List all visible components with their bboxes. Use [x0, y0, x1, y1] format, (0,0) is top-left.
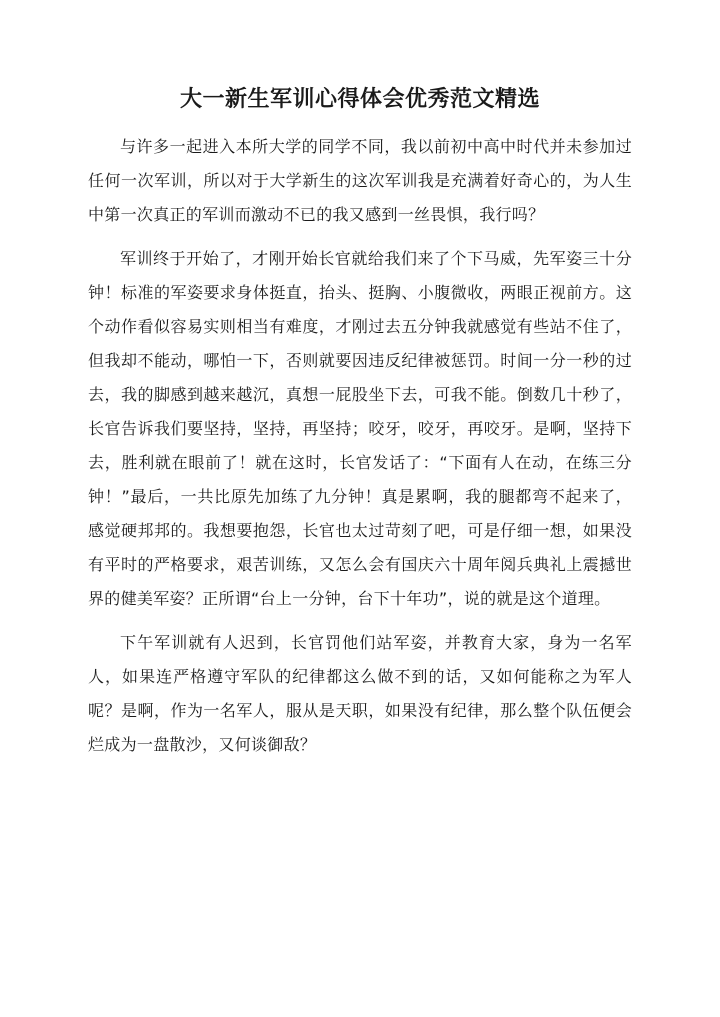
paragraph-2: 军训终于开始了，才刚开始长官就给我们来了个下马威，先军姿三十分钟！标准的军姿要求身体挺直，抬头、挺胸、小腹微收，两眼正视前方。这个动作看似容易实则相当有难度，才刚过去五分钟我就感觉有些站不住了，但我却不能动，哪怕一下，否则就要因违反纪律被惩罚。时间一分一秒的过去，我的脚感到越来越沉，真想一屁股坐下去，可我不能。倒数几十秒了，长官告诉我们要坚持，坚持，再坚持；咬牙，咬牙，再咬牙。是啊，坚持下去，胜利就在眼前了！就在这时，长官发话了：“下面有人在动，在练三分钟！”最后，一共比原先加练了九分钟！真是累啊，我的腿都弯不起来了，感觉硬邦邦的。我想要抱怨，长官也太过苛刻了吧，可是仔细一想，如果没有平时的严格要求，艰苦训练，又怎么会有国庆六十周年阅兵典礼上震撼世界的健美军姿？正所谓“台上一分钟，台下十年功”，说的就是这个道理。 — [88, 249, 632, 608]
paragraph-1: 与许多一起进入本所大学的同学不同，我以前初中高中时代并未参加过任何一次军训，所以对于大学新生的这次军训我是充满着好奇心的，为人生中第一次真正的军训而激动不已的我又感到一丝畏惧，我行吗？ — [88, 137, 632, 224]
document-title: 大一新生军训心得体会优秀范文精选 — [179, 87, 540, 112]
paragraph-3: 下午军训就有人迟到，长官罚他们站军姿，并教育大家，身为一名军人，如果连严格遵守军队的纪律都这么做不到的话，又如何能称之为军人呢？是啊，作为一名军人，服从是天职，如果没有纪律，那么整个队伍便会烂成为一盘散沙，又何谈御敌？ — [88, 633, 632, 754]
